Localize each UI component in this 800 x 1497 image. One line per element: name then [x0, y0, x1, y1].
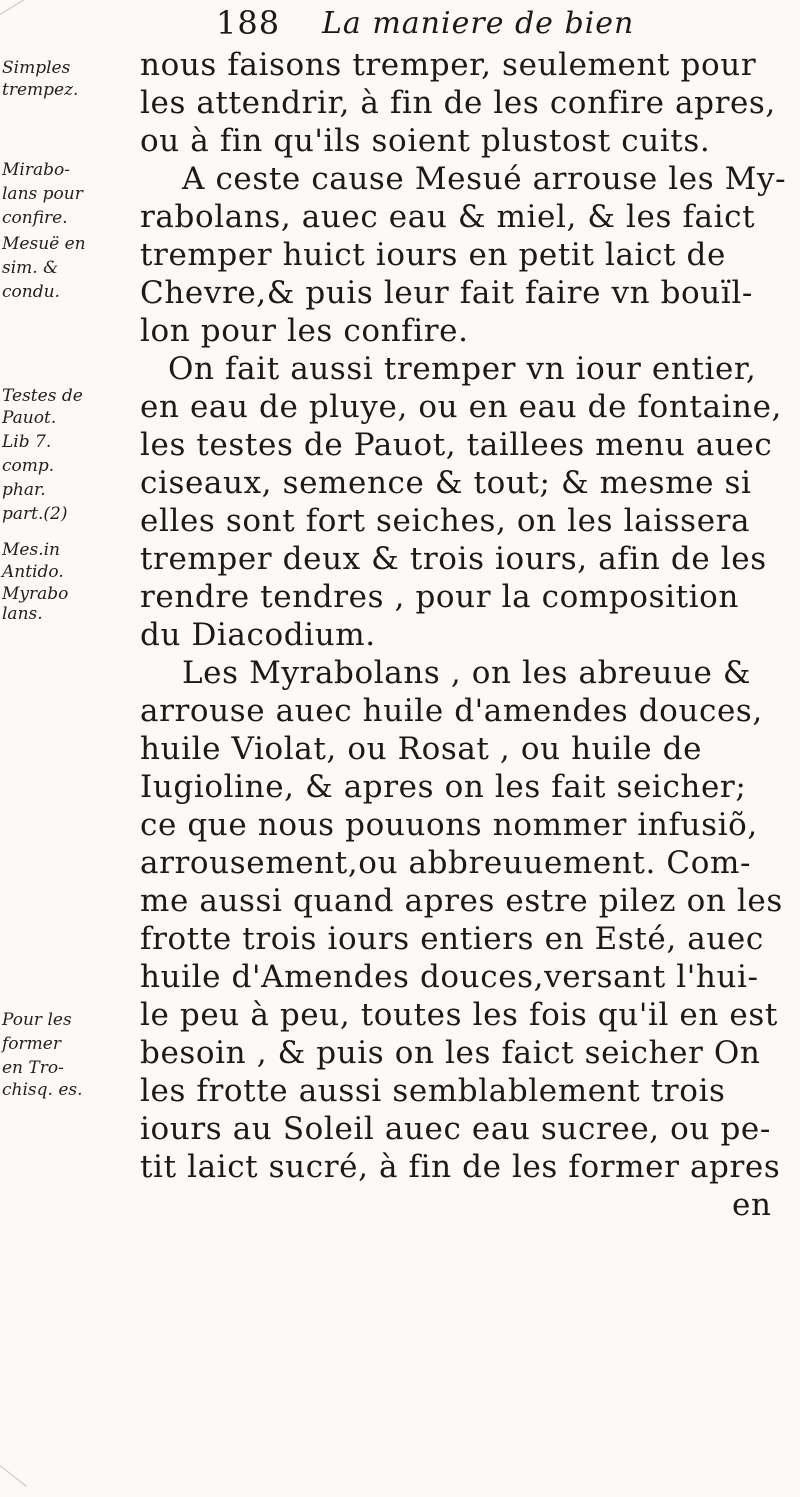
- margin-notes: [0, 0, 120, 1497]
- text-line: Les Myrabolans , on les abreuue &: [182, 655, 752, 691]
- text-line: rabolans, auec eau & miel, & les faict: [140, 199, 756, 235]
- text-line: Chevre,& puis leur fait faire vn bouïl-: [140, 275, 753, 311]
- margin-note: Simples: [2, 58, 71, 78]
- text-line: tremper deux & trois iours, afin de les: [140, 541, 767, 577]
- text-line: Iugioline, & apres on les fait seicher;: [140, 769, 747, 805]
- page-number: 188: [216, 4, 281, 42]
- text-line: besoin , & puis on les faict seicher On: [140, 1035, 761, 1071]
- text-line: huile d'Amendes douces,versant l'hui-: [140, 959, 759, 995]
- margin-note: Mesuë en: [2, 234, 86, 254]
- text-line: les testes de Pauot, taillees menu auec: [140, 427, 773, 463]
- text-line: elles sont fort seiches, on les laissera: [140, 503, 751, 539]
- margin-note: former: [2, 1034, 61, 1054]
- margin-note: sim. &: [2, 258, 59, 278]
- text-line: les frotte aussi semblablement trois: [140, 1073, 726, 1109]
- margin-note: phar.: [2, 480, 46, 500]
- text-line: tremper huict iours en petit laict de: [140, 237, 726, 273]
- text-line: du Diacodium.: [140, 617, 376, 653]
- margin-note: en Tro-: [2, 1058, 64, 1078]
- margin-note: Mirabo-: [2, 160, 70, 180]
- margin-note: confire.: [2, 208, 68, 228]
- text-line: me aussi quand apres estre pilez on les: [140, 883, 783, 919]
- text-line: en eau de pluye, ou en eau de fontaine,: [140, 389, 783, 425]
- text-line: tit laict sucré, à fin de les former apres: [140, 1149, 781, 1185]
- text-line: huile Violat, ou Rosat , ou huile de: [140, 731, 703, 767]
- margin-note: lans.: [2, 604, 43, 624]
- text-line: ce que nous pouuons nommer infusiõ,: [140, 807, 758, 843]
- margin-note: part.(2): [2, 504, 68, 524]
- text-line: On fait aussi tremper vn iour entier,: [168, 351, 757, 387]
- text-line: nous faisons tremper, seulement pour: [140, 47, 757, 83]
- margin-note: Lib 7.: [2, 432, 52, 452]
- margin-note: Pauot.: [2, 408, 57, 428]
- margin-note: trempez.: [2, 80, 79, 100]
- margin-note: chisq. es.: [2, 1080, 83, 1100]
- text-line: ciseaux, semence & tout; & mesme si: [140, 465, 752, 501]
- margin-note: condu.: [2, 282, 60, 302]
- running-title: La maniere de bien: [322, 6, 635, 41]
- text-line: le peu à peu, toutes les fois qu'il en est: [140, 997, 778, 1033]
- page-header: [0, 4, 800, 44]
- margin-note: comp.: [2, 456, 55, 476]
- text-line: les attendrir, à fin de les confire apres,: [140, 85, 776, 121]
- text-line: frotte trois iours entiers en Esté, auec: [140, 921, 764, 957]
- text-line: ou à fin qu'ils soient plustost cuits.: [140, 123, 711, 159]
- text-line: en: [732, 1187, 772, 1223]
- text-line: arrouse auec huile d'amendes douces,: [140, 693, 763, 729]
- margin-note: Pour les: [2, 1010, 72, 1030]
- margin-note: Myrabo: [2, 584, 69, 604]
- text-line: rendre tendres , pour la composition: [140, 579, 739, 615]
- margin-note: lans pour: [2, 184, 83, 204]
- text-line: lon pour les confire.: [140, 313, 469, 349]
- text-line: iours au Soleil auec eau sucree, ou pe-: [140, 1111, 771, 1147]
- margin-note: Testes de: [2, 386, 83, 406]
- text-line: arrousement,ou abbreuuement. Com-: [140, 845, 752, 881]
- text-line: A ceste cause Mesué arrouse les My-: [182, 161, 787, 197]
- margin-note: Antido.: [2, 562, 64, 582]
- margin-note: Mes.in: [2, 540, 60, 560]
